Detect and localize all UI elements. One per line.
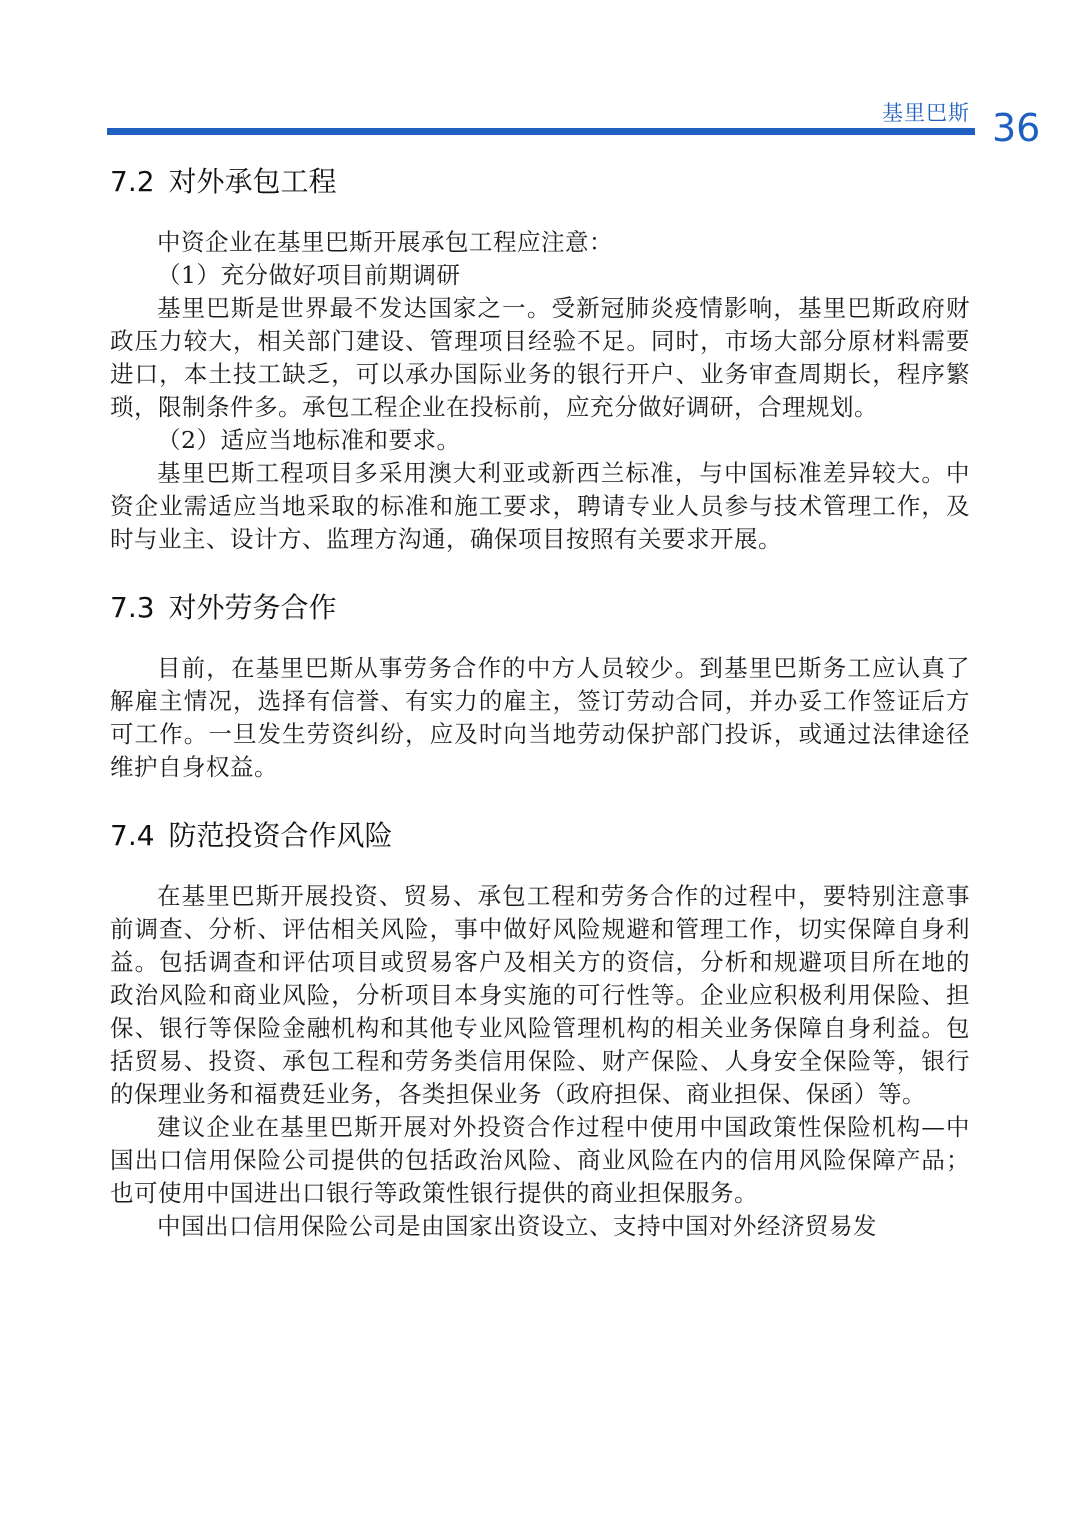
header-country: 基里巴斯 <box>882 101 970 125</box>
section-number: 7.3 <box>110 591 155 624</box>
paragraph: （2）适应当地标准和要求。 <box>157 426 461 454</box>
section-number: 7.4 <box>110 819 155 852</box>
paragraph: （1）充分做好项目前期调研 <box>157 261 461 289</box>
paragraph: 目前，在基里巴斯从事劳务合作的中方人员较少。到基里巴斯务工应认真了解雇主情况，选择有信誉、有实力的雇主，签订劳动合同，并办妥工作签证后方可工作。一旦发生劳资纠纷，应及时向当地劳动保护部门投诉，或通过法律途径维护自身权益。 <box>110 654 970 781</box>
paragraph: 基里巴斯是世界最不发达国家之一。受新冠肺炎疫情影响，基里巴斯政府财政压力较大，相关部门建设、管理项目经验不足。同时，市场大部分原材料需要进口，本土技工缺乏，可以承办国际业务的银行开户、业务审查周期长，程序繁琐，限制条件多。承包工程企业在投标前，应充分做好调研，合理规划。 <box>110 294 970 421</box>
section-number: 7.2 <box>110 165 155 198</box>
header-rule <box>107 128 975 135</box>
page-content <box>110 150 970 1243</box>
paragraph: 中国出口信用保险公司是由国家出资设立、支持中国对外经济贸易发 <box>157 1212 877 1240</box>
paragraph: 建议企业在基里巴斯开展对外投资合作过程中使用中国政策性保险机构—中国出口信用保险公司提供的包括政治风险、商业风险在内的信用风险保障产品；也可使用中国进出口银行等政策性银行提供的商业担保服务。 <box>110 1113 970 1207</box>
section-title: 对外承包工程 <box>168 165 337 198</box>
section-title: 防范投资合作风险 <box>168 819 393 852</box>
section-heading-7-2 <box>110 160 970 204</box>
paragraph: 中资企业在基里巴斯开展承包工程应注意： <box>157 228 613 256</box>
paragraph: 基里巴斯工程项目多采用澳大利亚或新西兰标准，与中国标准差异较大。中资企业需适应当地采取的标准和施工要求，聘请专业人员参与技术管理工作，及时与业主、设计方、监理方沟通，确保项目按照有关要求开展。 <box>110 459 970 553</box>
section-heading-7-3 <box>110 586 970 630</box>
section-heading-7-4 <box>110 814 970 858</box>
section-title: 对外劳务合作 <box>168 591 337 624</box>
page-number: 36 <box>992 106 1041 150</box>
paragraph: 在基里巴斯开展投资、贸易、承包工程和劳务合作的过程中，要特别注意事前调查、分析、评估相关风险，事中做好风险规避和管理工作，切实保障自身利益。包括调查和评估项目或贸易客户及相关方的资信，分析和规避项目所在地的政治风险和商业风险，分析项目本身实施的可行性等。企业应积极利用保险、担保、银行等保险金融机构和其他专业风险管理机构的相关业务保障自身利益。包括贸易、投资、承包工程和劳务类信用保险、财产保险、人身安全保险等，银行的保理业务和福费廷业务，各类担保业务（政府担保、商业担保、保函）等。 <box>110 882 970 1108</box>
